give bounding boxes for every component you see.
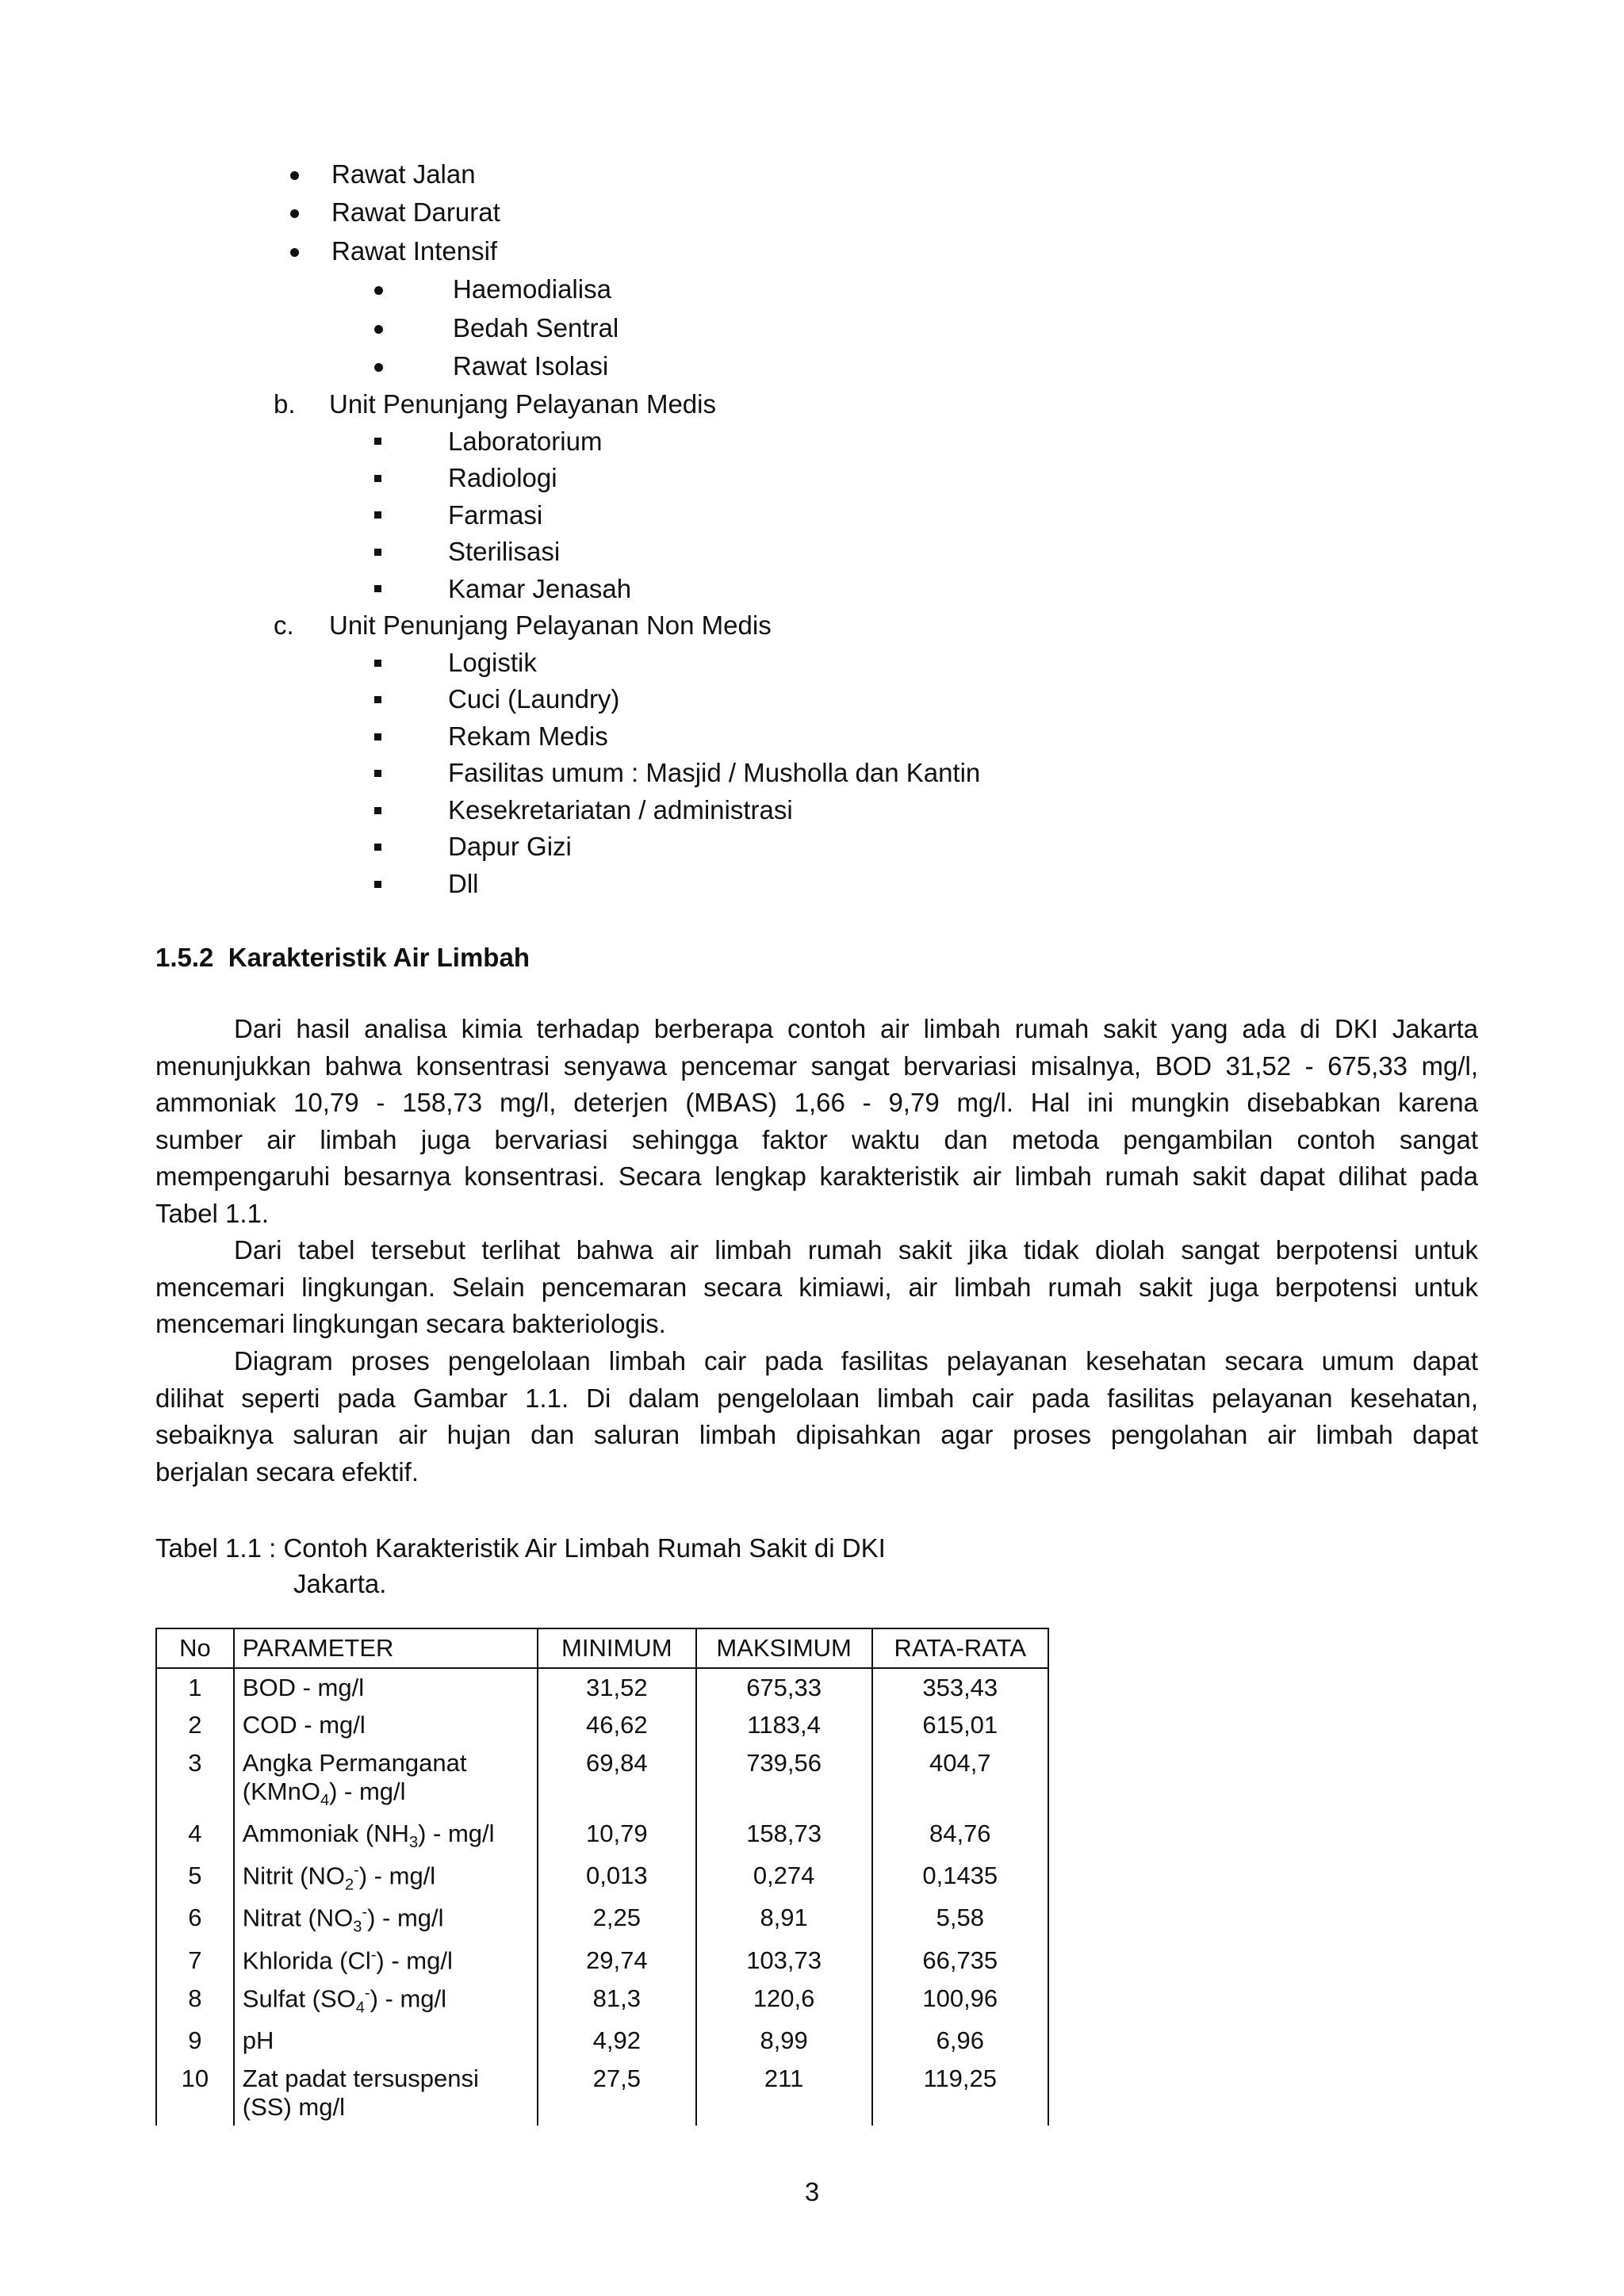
table-caption-continued: Jakarta. <box>293 1569 387 1598</box>
header-cell: RATA-RATA <box>872 1628 1048 1668</box>
paragraph-3 <box>155 1343 1478 1490</box>
paragraph-line: menunjukkan bahwa konsentrasi senyawa pencemar sangat bervariasi misalnya, BOD 31,52 - 675,33 mg/l, <box>155 1050 1478 1081</box>
table-row <box>156 2060 1048 2126</box>
param-subscript: 3 <box>353 1918 362 1936</box>
cell-no: 8 <box>156 1980 234 2022</box>
cell-average: 66,735 <box>872 1942 1048 1980</box>
bullet-icon <box>290 209 299 218</box>
list-item: Bedah Sentral <box>453 313 619 342</box>
paragraph-line: berjalan secara efektif. <box>155 1456 419 1487</box>
cell-maximum: 8,99 <box>696 2022 872 2060</box>
list-item: Rekam Medis <box>448 721 608 751</box>
bullet-icon <box>374 325 383 334</box>
list-item: Rawat Intensif <box>331 236 498 266</box>
paragraph-line: mencemari lingkungan secara bakteriologis. <box>155 1309 666 1338</box>
header-cell: No <box>156 1628 234 1668</box>
cell-minimum: 2,25 <box>538 1899 696 1942</box>
cell-maximum: 120,6 <box>696 1980 872 2022</box>
list-item: Sterilisasi <box>448 537 561 566</box>
paragraph-line: mempengaruhi besarnya konsentrasi. Secara lengkap karakteristik air limbah rumah sakit dapat dilihat pada <box>155 1161 1478 1191</box>
param-text: ) - mg/l <box>358 1862 436 1890</box>
cell-maximum: 8,91 <box>696 1899 872 1942</box>
square-bullet-icon <box>374 770 381 777</box>
cell-minimum: 4,92 <box>538 2022 696 2060</box>
cell-parameter <box>234 1980 538 2022</box>
param-text: ) - mg/l <box>367 1904 444 1932</box>
list-item: Fasilitas umum : Masjid / Musholla dan Kantin <box>448 758 981 787</box>
cell-parameter <box>234 1857 538 1900</box>
param-text: ) - mg/l <box>376 1946 453 1975</box>
list-item: Radiologi <box>448 463 557 492</box>
cell-average: 6,96 <box>872 2022 1048 2060</box>
table-header-row <box>156 1628 1048 1668</box>
cell-maximum: 1183,4 <box>696 1706 872 1744</box>
table-row <box>156 1857 1048 1900</box>
cell-no: 1 <box>156 1668 234 1707</box>
paragraph-line: Tabel 1.1. <box>155 1198 270 1228</box>
square-bullet-icon <box>374 549 381 556</box>
table-caption: Tabel 1.1 : Contoh Karakteristik Air Limbah Rumah Sakit di DKI <box>155 1533 886 1563</box>
cell-maximum: 158,73 <box>696 1815 872 1857</box>
data-table <box>155 1628 1049 2126</box>
table-row <box>156 1942 1048 1980</box>
list-item: Haemodialisa <box>453 274 611 304</box>
square-bullet-icon <box>374 807 381 814</box>
list-group-title-b: Unit Penunjang Pelayanan Medis <box>329 389 716 419</box>
param-text: ) - mg/l <box>329 1777 406 1805</box>
list-item: Cuci (Laundry) <box>448 684 620 714</box>
cell-maximum: 211 <box>696 2060 872 2126</box>
cell-parameter: BOD - mg/l <box>234 1668 538 1707</box>
param-subscript: 4 <box>320 1791 330 1809</box>
header-cell: MINIMUM <box>538 1628 696 1668</box>
header-cell: PARAMETER <box>234 1628 538 1668</box>
list-item: Laboratorium <box>448 427 603 456</box>
param-subscript: 3 <box>408 1833 419 1851</box>
list-item: Logistik <box>448 648 537 677</box>
square-bullet-icon <box>374 475 381 482</box>
table-row <box>156 1744 1048 1815</box>
cell-average: 100,96 <box>872 1980 1048 2022</box>
list-group-title-c: Unit Penunjang Pelayanan Non Medis <box>329 610 772 640</box>
list-item: Rawat Jalan <box>331 159 476 189</box>
list-marker-b: b. <box>274 389 296 419</box>
param-text: Nitrat (NO <box>242 1904 354 1932</box>
bullet-icon <box>290 248 299 257</box>
param-superscript: - <box>362 1904 368 1922</box>
header-cell: MAKSIMUM <box>696 1628 872 1668</box>
paragraph-line: dilihat seperti pada Gambar 1.1. Di dalam pengelolaan limbah cair pada fasilitas pelayanan kesehatan, <box>155 1383 1478 1413</box>
bullet-icon <box>374 363 383 372</box>
list-item: Kesekretariatan / administrasi <box>448 795 793 825</box>
cell-no: 3 <box>156 1744 234 1815</box>
cell-maximum: 103,73 <box>696 1942 872 1980</box>
paragraph-2 <box>155 1232 1478 1343</box>
cell-average: 353,43 <box>872 1668 1048 1707</box>
param-text: (SS) mg/l <box>242 2092 345 2121</box>
param-text: Sulfat (SO <box>242 1984 356 2013</box>
cell-maximum: 675,33 <box>696 1668 872 1707</box>
square-bullet-icon <box>374 438 381 445</box>
cell-minimum: 31,52 <box>538 1668 696 1707</box>
bullet-icon <box>290 171 299 180</box>
param-text: (KMnO <box>242 1777 320 1805</box>
paragraph-line: Dari hasil analisa kimia terhadap berberapa contoh air limbah rumah sakit yang ada di DKI Jakarta <box>234 1014 1478 1043</box>
param-text: Angka Permanganat <box>242 1748 467 1777</box>
cell-minimum: 29,74 <box>538 1942 696 1980</box>
cell-no: 9 <box>156 2022 234 2060</box>
cell-no: 6 <box>156 1899 234 1942</box>
list-item: Dll <box>448 869 479 898</box>
cell-minimum: 0,013 <box>538 1857 696 1900</box>
param-subscript: 4 <box>355 1999 365 2017</box>
table-row <box>156 2022 1048 2060</box>
square-bullet-icon <box>374 844 381 851</box>
cell-minimum: 27,5 <box>538 2060 696 2126</box>
cell-no: 4 <box>156 1815 234 1857</box>
cell-maximum: 0,274 <box>696 1857 872 1900</box>
list-marker-c: c. <box>274 610 294 640</box>
param-superscript: - <box>370 1946 377 1964</box>
square-bullet-icon <box>374 660 381 667</box>
param-text: ) - mg/l <box>418 1819 495 1847</box>
section-heading: 1.5.2 Karakteristik Air Limbah <box>155 943 530 972</box>
paragraph-line: sumber air limbah juga bervariasi sehingga faktor waktu dan metoda pengambilan contoh sangat <box>155 1124 1478 1154</box>
param-text: ) - mg/l <box>370 1984 447 2013</box>
cell-average: 615,01 <box>872 1706 1048 1744</box>
param-superscript: - <box>354 1861 359 1879</box>
list-item: Rawat Isolasi <box>453 351 609 381</box>
square-bullet-icon <box>374 696 381 703</box>
cell-average: 84,76 <box>872 1815 1048 1857</box>
cell-parameter: pH <box>234 2022 538 2060</box>
param-text: Zat padat tersuspensi <box>242 2064 479 2093</box>
list-item: Farmasi <box>448 500 543 530</box>
cell-minimum: 10,79 <box>538 1815 696 1857</box>
list-item: Rawat Darurat <box>331 197 500 227</box>
paragraph-1 <box>155 1011 1478 1232</box>
cell-parameter: COD - mg/l <box>234 1706 538 1744</box>
cell-minimum: 81,3 <box>538 1980 696 2022</box>
cell-average: 119,25 <box>872 2060 1048 2126</box>
paragraph-line: Dari tabel tersebut terlihat bahwa air limbah rumah sakit jika tidak diolah sangat berpotensi untuk <box>234 1235 1478 1265</box>
cell-parameter <box>234 1744 538 1815</box>
cell-average: 404,7 <box>872 1744 1048 1815</box>
paragraph-line: ammoniak 10,79 - 158,73 mg/l, deterjen (MBAS) 1,66 - 9,79 mg/l. Hal ini mungkin disebabkan karena <box>155 1088 1478 1117</box>
cell-average: 0,1435 <box>872 1857 1048 1900</box>
table-row <box>156 1815 1048 1857</box>
param-superscript: - <box>364 1984 370 2002</box>
square-bullet-icon <box>374 881 381 888</box>
param-text: Khlorida (Cl <box>242 1946 371 1975</box>
table-row <box>156 1980 1048 2022</box>
table-row <box>156 1706 1048 1744</box>
param-text: Ammoniak (NH <box>242 1819 409 1847</box>
param-subscript: 2 <box>344 1876 354 1894</box>
page-number: 3 <box>804 2177 820 2206</box>
bullet-icon <box>374 286 383 295</box>
cell-no: 10 <box>156 2060 234 2126</box>
cell-parameter <box>234 1942 538 1980</box>
cell-maximum: 739,56 <box>696 1744 872 1815</box>
cell-no: 5 <box>156 1857 234 1900</box>
param-text: Nitrit (NO <box>242 1862 345 1890</box>
square-bullet-icon <box>374 733 381 740</box>
cell-parameter <box>234 1815 538 1857</box>
paragraph-line: sebaiknya saluran air hujan dan saluran limbah dipisahkan agar proses pengolahan air limbah dapat <box>155 1420 1478 1449</box>
square-bullet-icon <box>374 585 381 592</box>
paragraph-line: mencemari lingkungan. Selain pencemaran secara kimiawi, air limbah rumah sakit juga berpotensi untuk <box>155 1272 1478 1302</box>
paragraph-line: Diagram proses pengelolaan limbah cair pada fasilitas pelayanan kesehatan secara umum dapat <box>234 1346 1478 1376</box>
cell-average: 5,58 <box>872 1899 1048 1942</box>
cell-minimum: 46,62 <box>538 1706 696 1744</box>
cell-no: 2 <box>156 1706 234 1744</box>
list-item: Dapur Gizi <box>448 832 572 861</box>
cell-parameter <box>234 2060 538 2126</box>
square-bullet-icon <box>374 511 381 519</box>
cell-parameter <box>234 1899 538 1942</box>
list-item: Kamar Jenasah <box>448 574 632 603</box>
cell-no: 7 <box>156 1942 234 1980</box>
cell-minimum: 69,84 <box>538 1744 696 1815</box>
table-row <box>156 1668 1048 1707</box>
table-row <box>156 1899 1048 1942</box>
